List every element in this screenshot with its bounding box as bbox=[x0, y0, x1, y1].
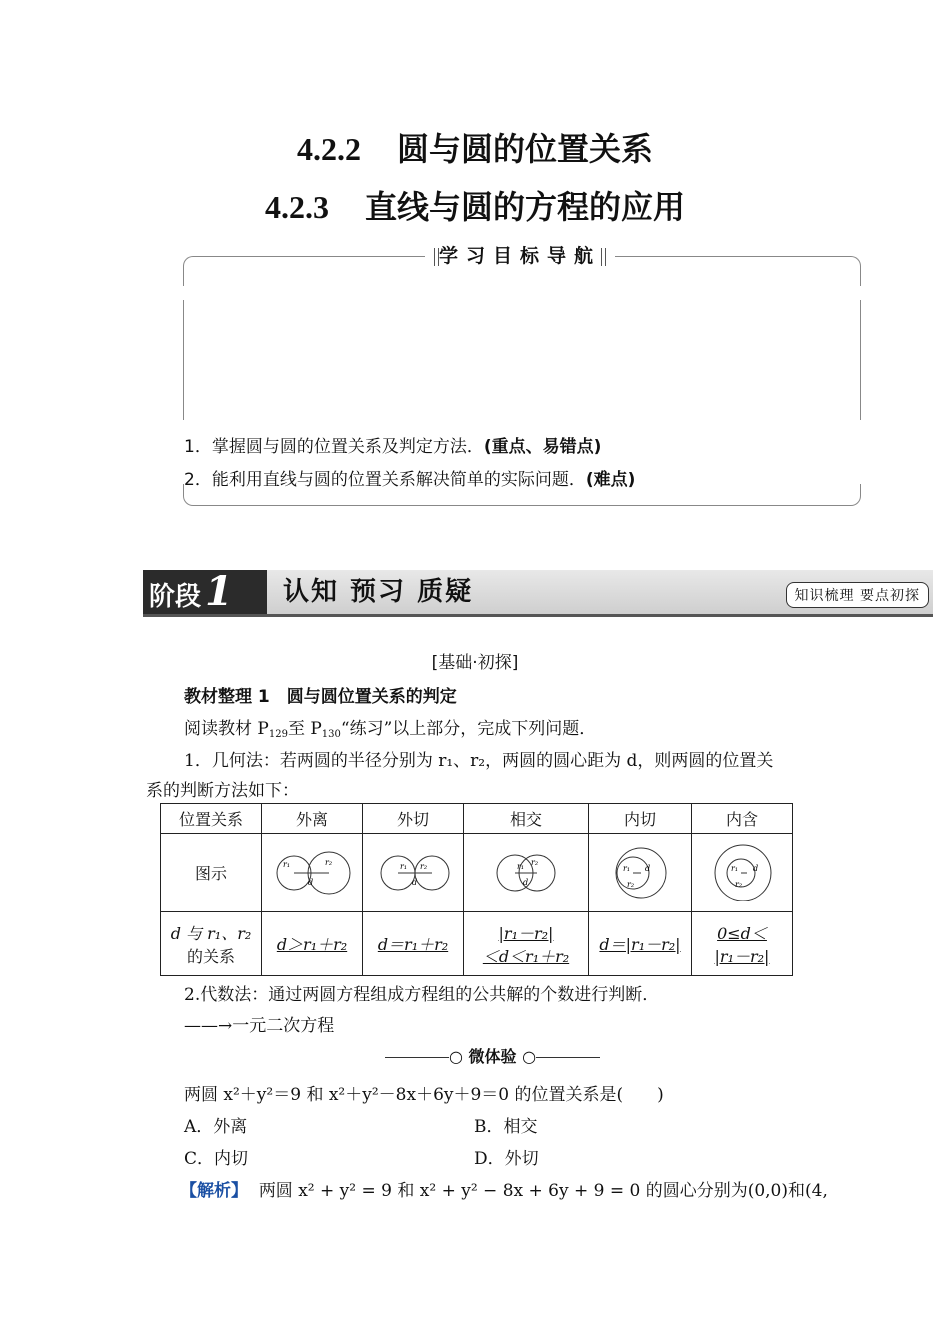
table-row bbox=[161, 834, 793, 912]
table-header-cell: 相交 bbox=[464, 804, 589, 834]
table-header-cell: 内含 bbox=[692, 804, 793, 834]
micro-title-text: 微体验 bbox=[468, 1047, 517, 1066]
stage-text: 阶段 bbox=[149, 582, 202, 612]
stage-label bbox=[143, 570, 267, 614]
label-d: d bbox=[412, 877, 418, 887]
label-r2: r₂ bbox=[531, 857, 539, 867]
banner-tag: 知识梳理 要点初探 bbox=[786, 582, 929, 608]
label-r1: r₁ bbox=[400, 861, 408, 871]
option-d: D．外切 bbox=[474, 1149, 539, 1169]
label-d: d bbox=[308, 877, 314, 887]
table-header-cell: 位置关系 bbox=[161, 804, 262, 834]
title-4-2-2 bbox=[0, 124, 950, 170]
geometric-method-line-1: 1．几何法：若两圆的半径分别为 r₁、r₂，两圆的圆心距为 d，则两圆的位置关 bbox=[184, 751, 774, 771]
label-r1: r₁ bbox=[623, 863, 631, 873]
goal-item-2-text: 2．能利用直线与圆的位置关系解决简单的实际问题． bbox=[184, 470, 586, 490]
label-r2: r₂ bbox=[325, 857, 333, 867]
stage-banner bbox=[143, 570, 933, 617]
arrow-line: ——→一元二次方程 bbox=[184, 1016, 335, 1036]
title-4-2-3 bbox=[0, 182, 950, 228]
label-d: d bbox=[753, 863, 759, 873]
table-row bbox=[161, 804, 793, 834]
label-d: d bbox=[645, 863, 651, 873]
algebraic-method: 2.代数法：通过两圆方程组成方程组的公共解的个数进行判断． bbox=[184, 985, 660, 1005]
diagram-contain bbox=[692, 834, 793, 912]
learning-goals-title bbox=[425, 241, 615, 271]
micro-experience-title: ○ 微体验 ○ bbox=[380, 1044, 605, 1067]
title-number: 4.2.2 bbox=[296, 131, 361, 167]
diagram-external bbox=[262, 834, 363, 912]
diagram-external-svg bbox=[267, 841, 357, 901]
label-r1: r₁ bbox=[731, 863, 739, 873]
analysis-text: 两圆 x² + y² = 9 和 x² + y² − 8x + 6y + 9 = 0 的圆心分别为(0,0)和(4, bbox=[258, 1181, 828, 1201]
label-r1: r₁ bbox=[517, 861, 525, 871]
table-row bbox=[161, 912, 793, 976]
question-text: 两圆 x²＋y²＝9 和 x²＋y²－8x＋6y＋9＝0 的位置关系是( ) bbox=[184, 1085, 664, 1105]
diagram-contain-svg bbox=[697, 841, 787, 901]
option-a: A．外离 bbox=[184, 1117, 248, 1137]
diagram-tangent-internal bbox=[589, 834, 692, 912]
table-header-cell: 外切 bbox=[363, 804, 464, 834]
goal-item-1-text: 1．掌握圆与圆的位置关系及判定方法． bbox=[184, 437, 484, 457]
goal-item-1-tag: (重点、易错点) bbox=[483, 437, 602, 457]
section-heading: [基础·初探] bbox=[431, 653, 519, 673]
geometric-method-line-2: 系的判断方法如下： bbox=[146, 781, 299, 801]
read-pre: 阅读教材 P bbox=[184, 719, 269, 739]
relation-tangent-external: d＝r₁＋r₂ bbox=[363, 912, 464, 976]
analysis-line bbox=[180, 1176, 828, 1201]
relation-external: d＞r₁＋r₂ bbox=[262, 912, 363, 976]
title-text: 圆与圆的位置关系 bbox=[396, 130, 653, 168]
diagram-tangent-internal-svg bbox=[595, 841, 685, 901]
box-right-border bbox=[860, 300, 861, 420]
goal-item-2 bbox=[184, 465, 635, 490]
row-label-a: d 与 r₁、r₂ bbox=[170, 923, 252, 943]
section-subheading: 教材整理 1 圆与圆位置关系的判定 bbox=[184, 687, 457, 707]
label-r2: r₂ bbox=[627, 879, 635, 889]
table-cell bbox=[161, 912, 262, 976]
goal-item-1 bbox=[184, 432, 601, 457]
read-page-1: 129 bbox=[268, 729, 288, 740]
row-label-b: 的关系 bbox=[186, 946, 235, 966]
box-left-border bbox=[183, 300, 184, 420]
reading-instruction bbox=[184, 714, 596, 740]
read-post: “练习”以上部分，完成下列问题． bbox=[340, 719, 597, 739]
goal-item-2-tag: (难点) bbox=[585, 470, 636, 490]
relation-contain-line1: 0≤d＜ bbox=[717, 923, 767, 943]
label-r2: r₂ bbox=[735, 879, 743, 889]
relation-contain bbox=[692, 912, 793, 976]
label-r1: r₁ bbox=[283, 859, 291, 869]
relation-intersect bbox=[464, 912, 589, 976]
relation-contain-line2: |r₁－r₂| bbox=[714, 946, 770, 966]
read-mid: 至 P bbox=[287, 719, 322, 739]
divider-left bbox=[385, 1057, 449, 1058]
read-page-2: 130 bbox=[321, 729, 341, 740]
diagram-intersect bbox=[464, 834, 589, 912]
title-bar-right bbox=[601, 248, 606, 266]
diagram-tangent-external bbox=[363, 834, 464, 912]
banner-title: 认知 预习 质疑 bbox=[283, 577, 474, 607]
label-d: d bbox=[523, 877, 529, 887]
divider-right bbox=[536, 1057, 600, 1058]
relation-intersect-line1: |r₁－r₂| bbox=[498, 923, 554, 943]
relation-intersect-line2: ＜d＜r₁＋r₂ bbox=[482, 946, 570, 966]
learning-goals-title-text: 学习目标导航 bbox=[438, 245, 601, 267]
table-header-cell: 内切 bbox=[589, 804, 692, 834]
diagram-tangent-external-svg bbox=[368, 841, 458, 901]
title-number: 4.2.3 bbox=[264, 189, 329, 225]
option-b: B．相交 bbox=[474, 1117, 538, 1137]
label-r2: r₂ bbox=[420, 861, 428, 871]
table-header-cell: 外离 bbox=[262, 804, 363, 834]
diagram-intersect-svg bbox=[481, 841, 571, 901]
stage-number: 1 bbox=[205, 568, 233, 615]
circle-relation-table bbox=[160, 803, 793, 976]
table-cell: 图示 bbox=[161, 834, 262, 912]
title-text: 直线与圆的方程的应用 bbox=[364, 188, 685, 226]
option-c: C．内切 bbox=[184, 1149, 249, 1169]
analysis-label: 【解析】 bbox=[180, 1181, 248, 1201]
relation-tangent-internal: d＝|r₁－r₂| bbox=[589, 912, 692, 976]
